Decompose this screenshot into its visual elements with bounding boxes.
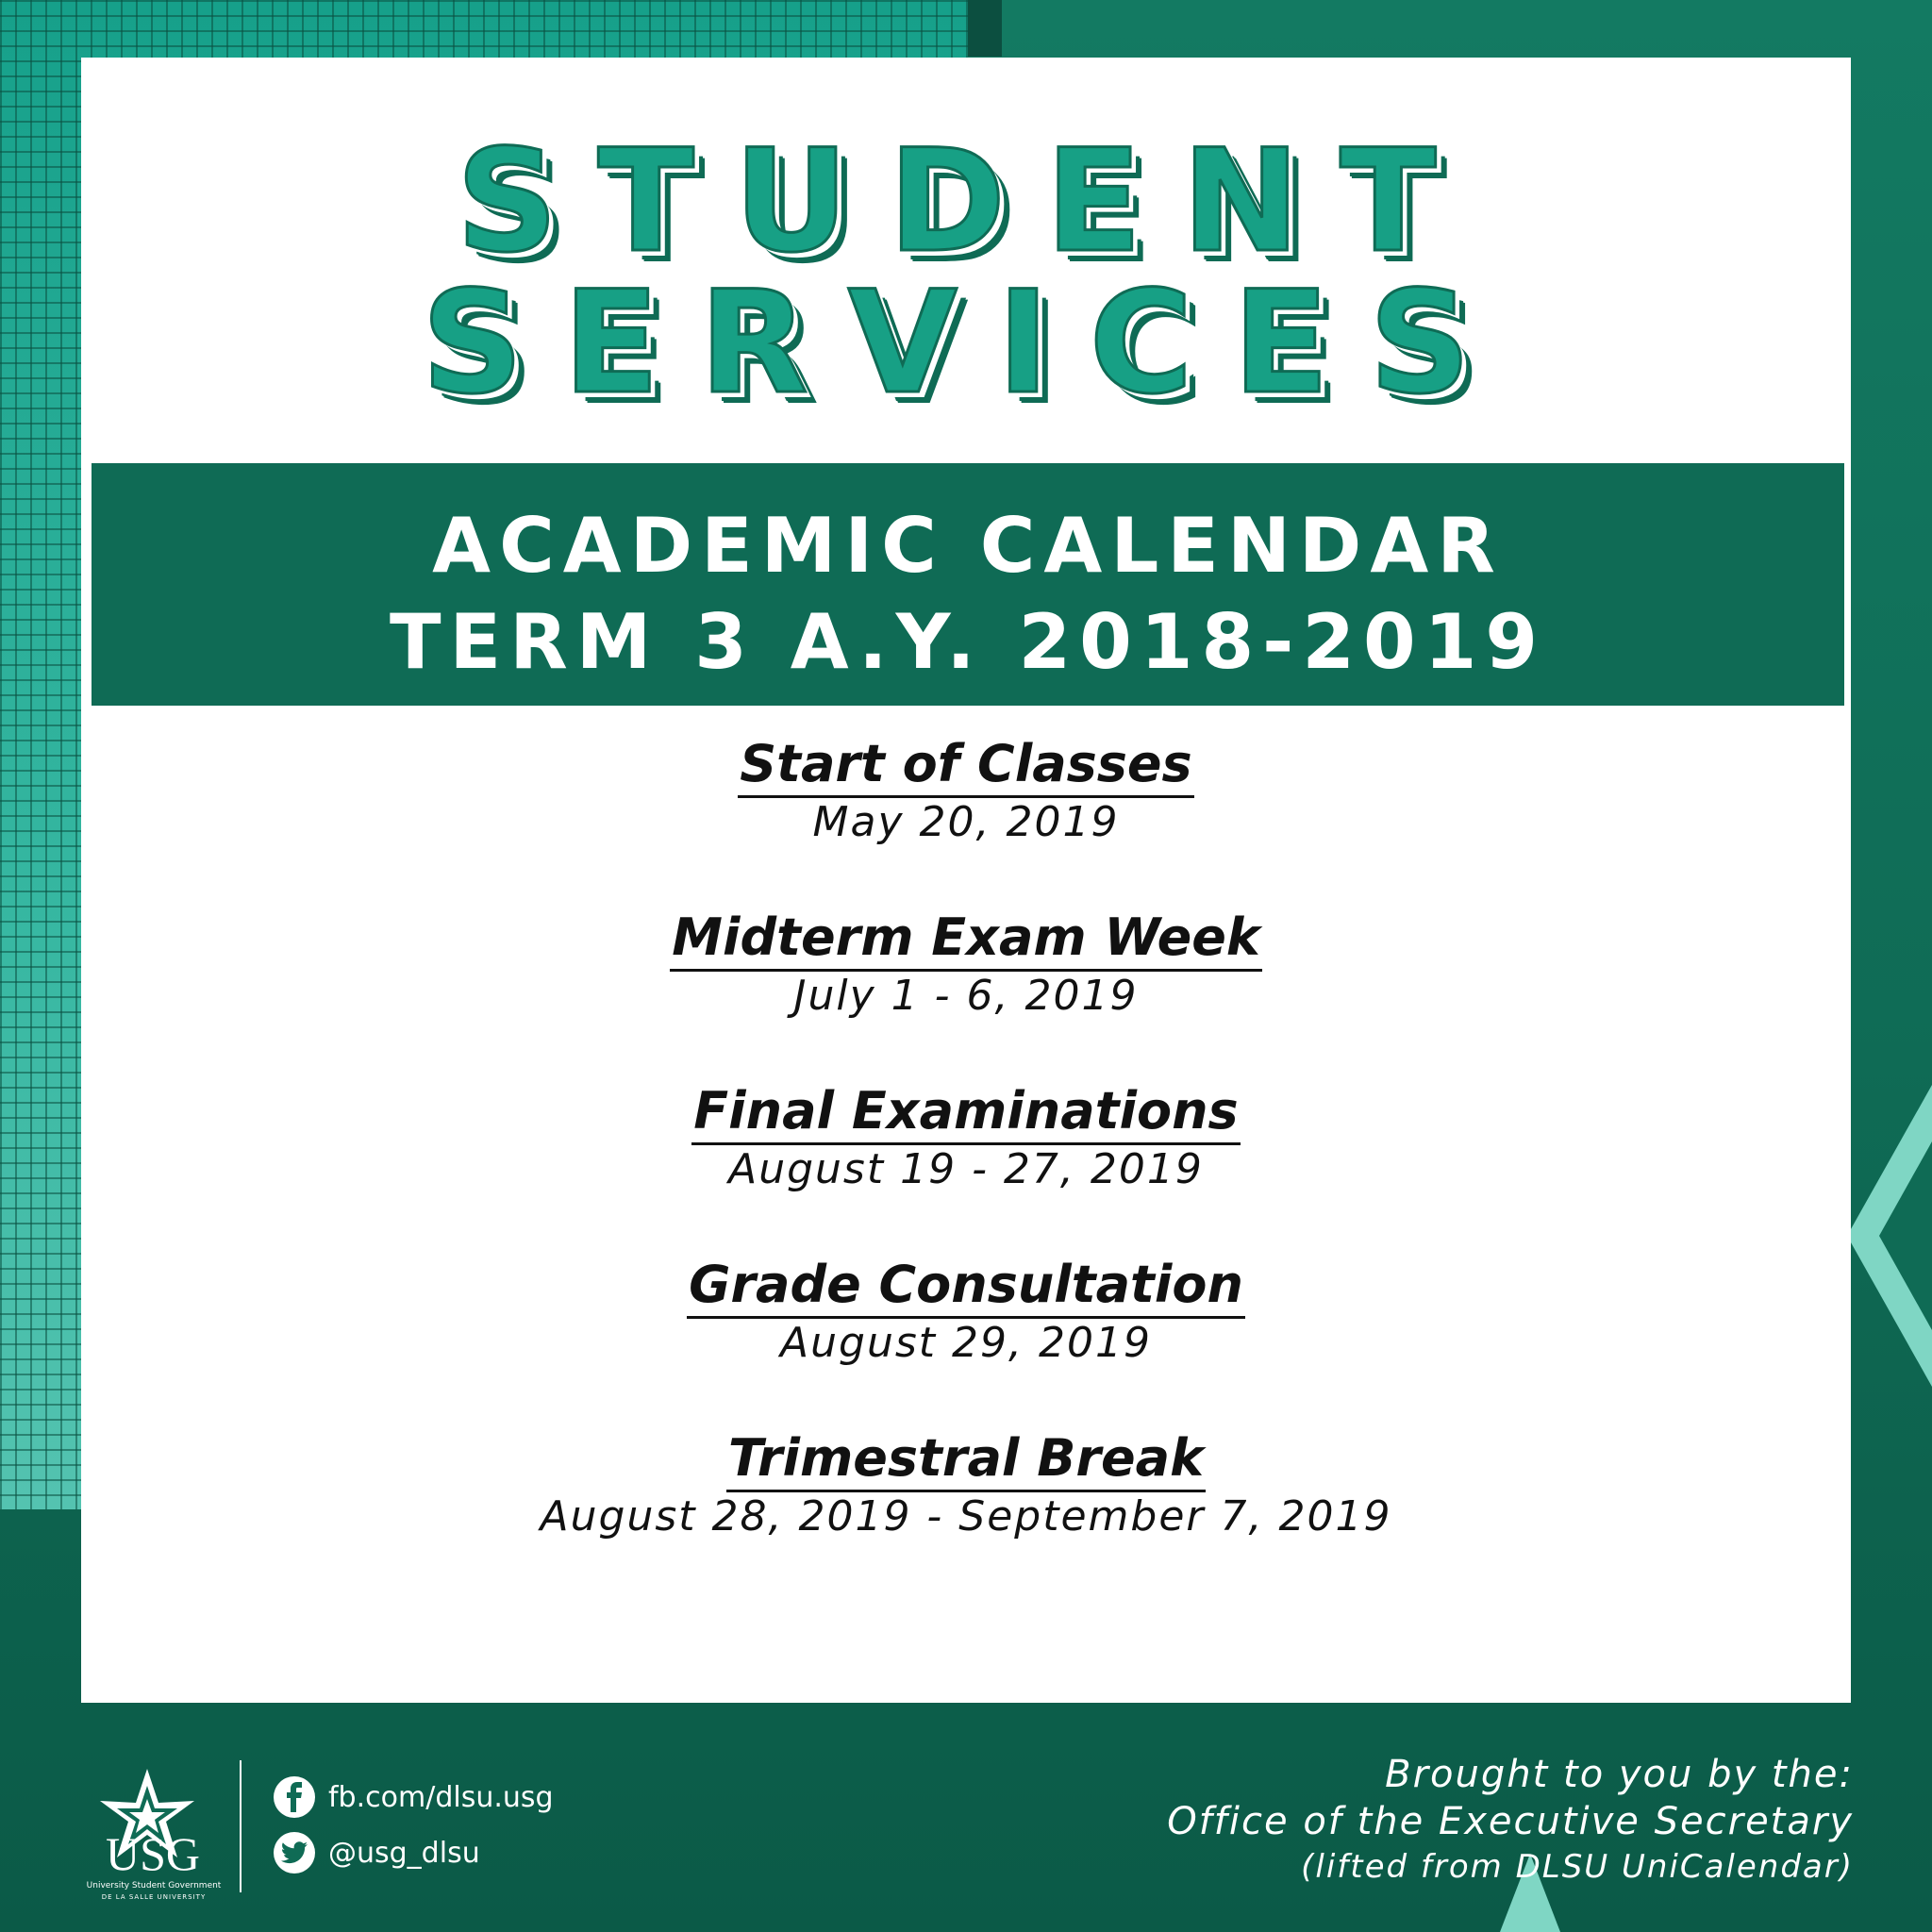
usg-logo-subtitle: University Student Government <box>86 1881 222 1890</box>
right-chevron-inner-decoration <box>1879 1141 1932 1330</box>
facebook-icon <box>274 1776 315 1818</box>
facebook-handle: fb.com/dlsu.usg <box>328 1780 554 1814</box>
academic-calendar-banner <box>92 463 1844 706</box>
corner-notch-decoration <box>968 0 1002 57</box>
credit-source: (lifted from DLSU UniCalendar) <box>1301 1848 1854 1886</box>
footer-divider <box>240 1760 242 1892</box>
title-services: SERVICES <box>421 261 1511 425</box>
facebook-link[interactable] <box>274 1775 554 1819</box>
event-date: July 1 - 6, 2019 <box>793 972 1139 1021</box>
credit-intro: Brought to you by the: <box>1385 1753 1854 1796</box>
event-name: Final Examinations <box>691 1082 1240 1145</box>
calendar-card <box>81 58 1851 1703</box>
title-student: STUDENT <box>456 120 1476 284</box>
event-trimestral-break <box>81 1429 1851 1540</box>
twitter-icon <box>274 1832 315 1874</box>
event-final-examinations <box>81 1082 1851 1192</box>
banner-term: TERM 3 A.Y. 2018-2019 <box>389 598 1547 686</box>
event-start-of-classes <box>81 735 1851 845</box>
twitter-link[interactable] <box>274 1831 480 1874</box>
event-date: August 29, 2019 <box>780 1319 1152 1368</box>
event-name: Trimestral Break <box>726 1429 1206 1492</box>
usg-logo-university: DE LA SALLE UNIVERSITY <box>101 1893 207 1901</box>
banner-heading: ACADEMIC CALENDAR <box>432 502 1504 590</box>
event-name: Midterm Exam Week <box>670 908 1262 972</box>
credits-block <box>1167 1751 1854 1889</box>
usg-logo-text: USG <box>105 1827 201 1880</box>
event-name: Start of Classes <box>738 735 1193 798</box>
event-date: May 20, 2019 <box>812 798 1120 847</box>
twitter-handle: @usg_dlsu <box>328 1836 480 1870</box>
event-date: August 19 - 27, 2019 <box>728 1145 1204 1194</box>
event-name: Grade Consultation <box>687 1256 1245 1319</box>
event-midterm-exam-week <box>81 908 1851 1019</box>
credit-office: Office of the Executive Secretary <box>1167 1800 1854 1843</box>
event-date: August 28, 2019 - September 7, 2019 <box>540 1492 1392 1541</box>
event-grade-consultation <box>81 1256 1851 1366</box>
